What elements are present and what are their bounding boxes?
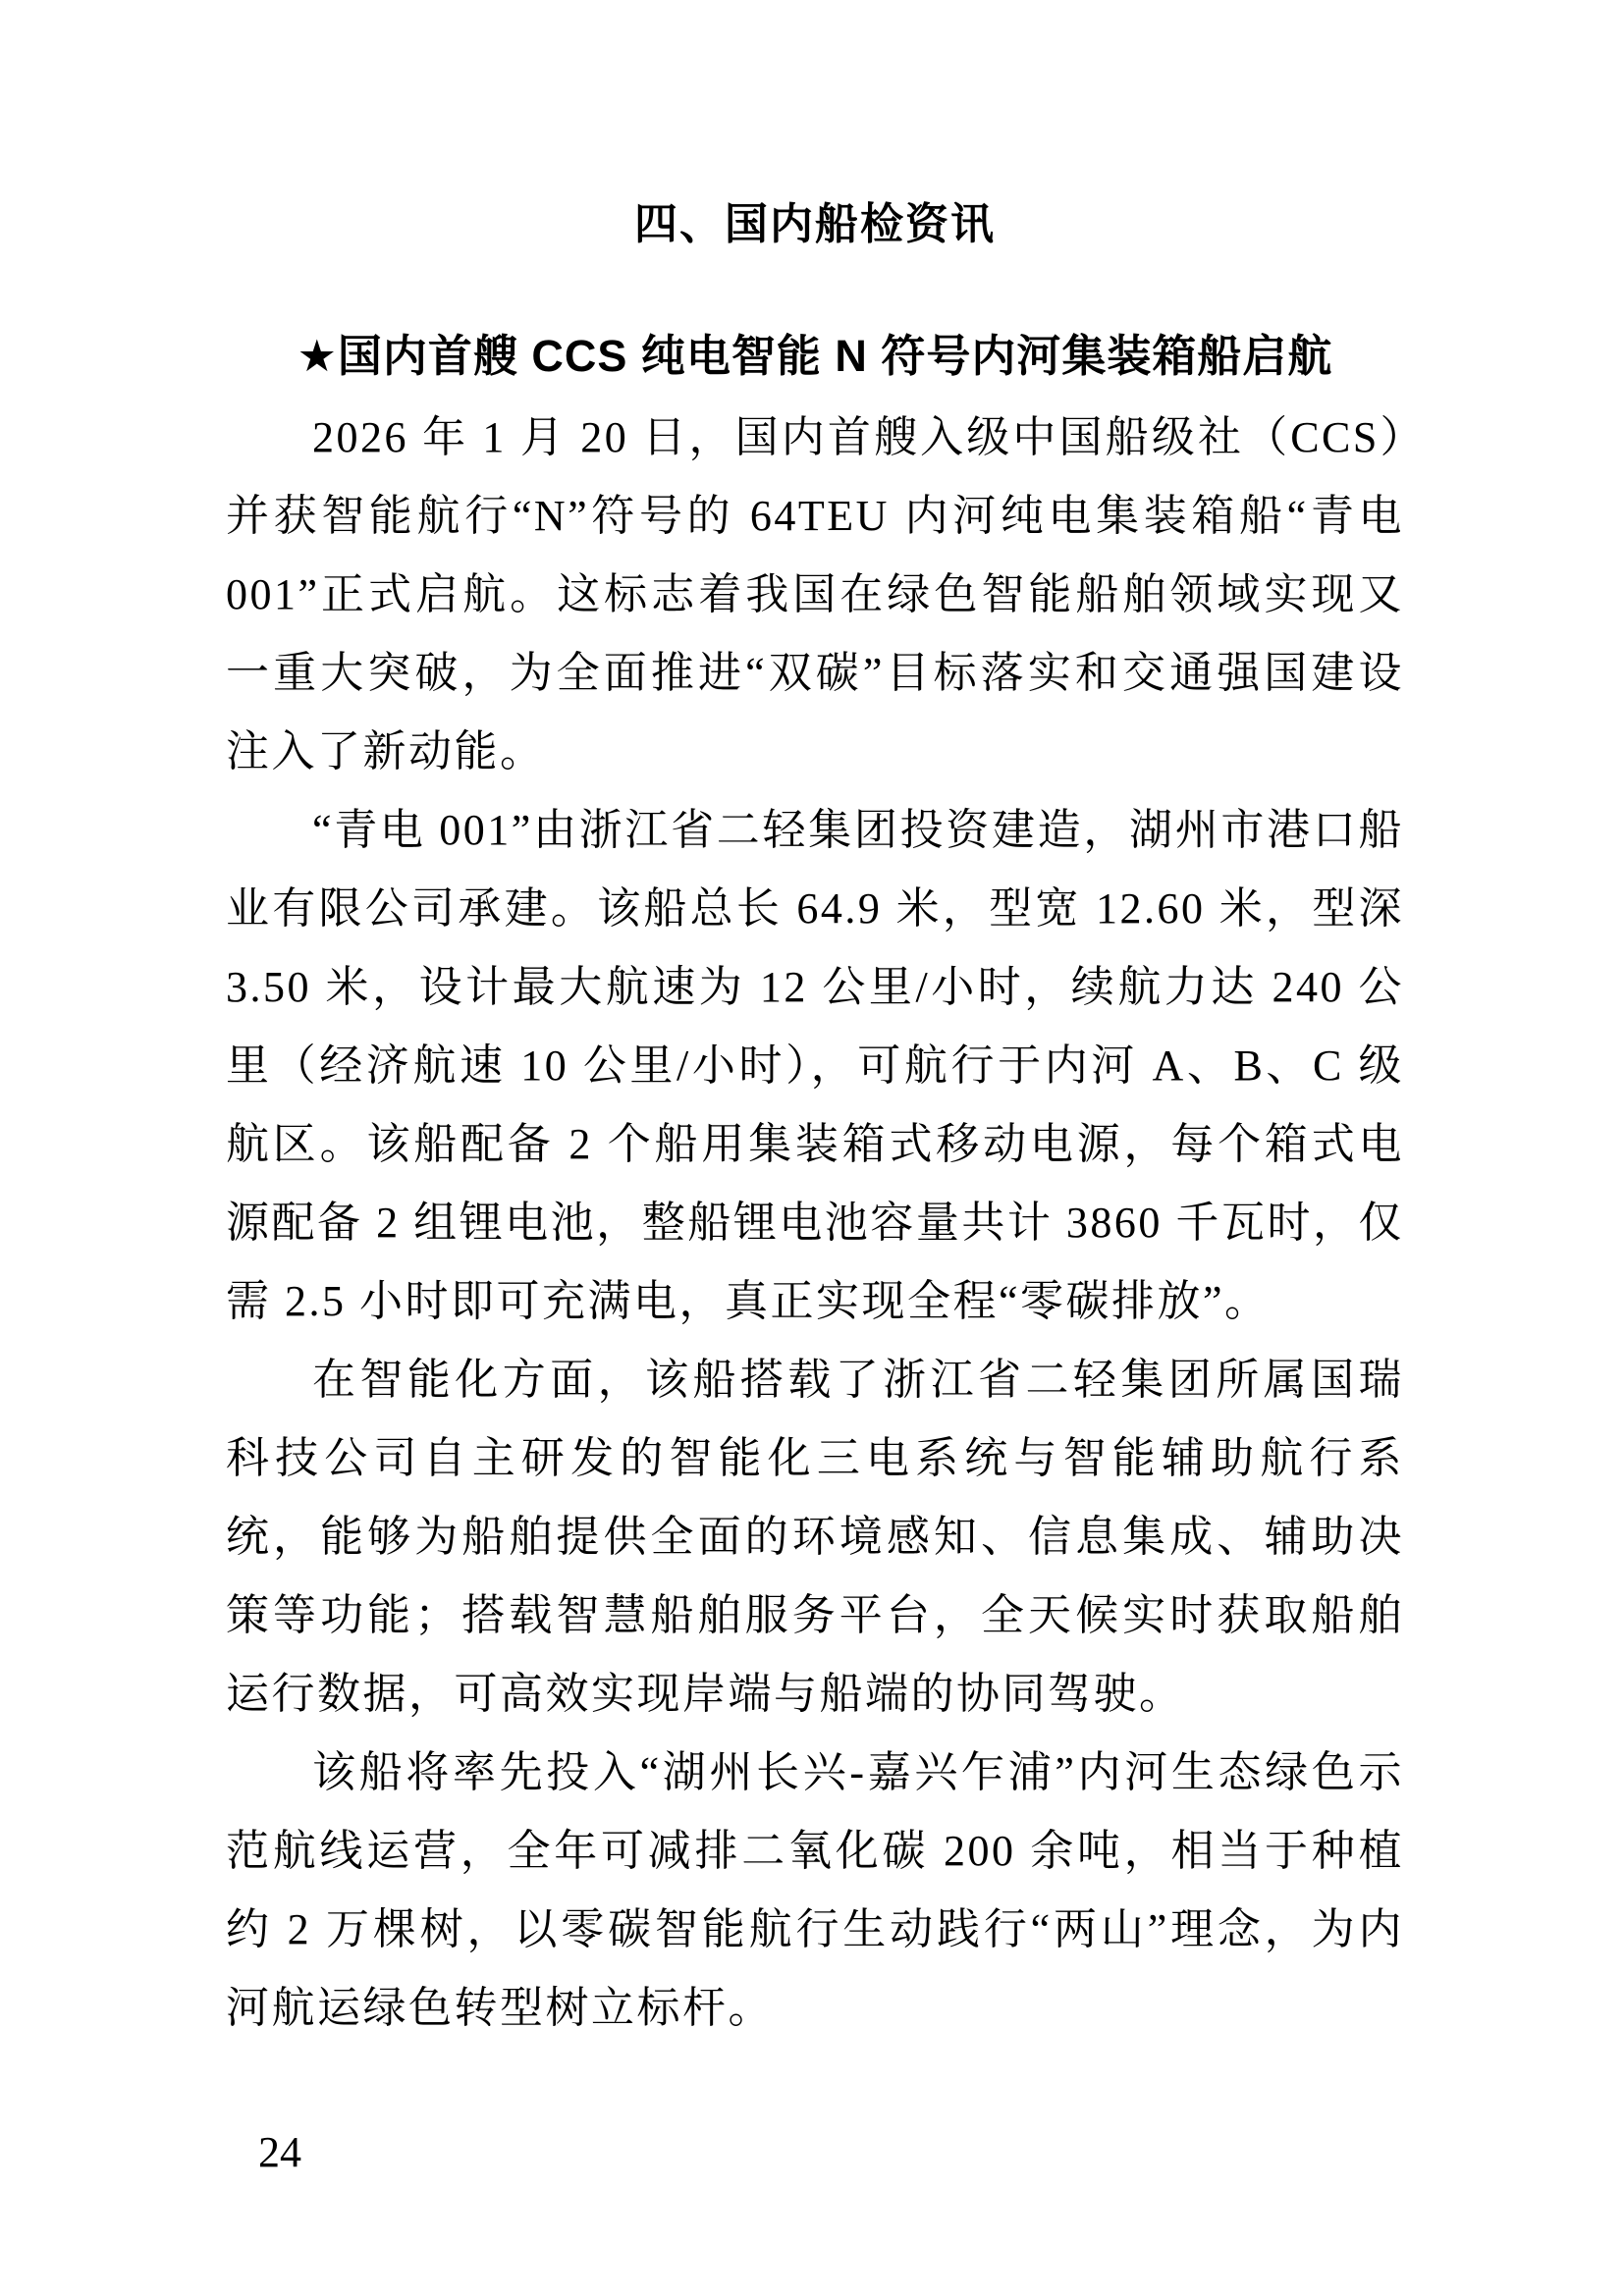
article-paragraph: “青电 001”由浙江省二轻集团投资建造，湖州市港口船业有限公司承建。该船总长 64.9 米，型宽 12.60 米，型深 3.50 米，设计最大航速为 12 公里/小时，续航力达 240 公里（经济航速 10 公里/小时），可航行于内河 A、B、C 级航区。该船配备 2 个船用集装箱式移动电源，每个箱式电源配备 2 组锂电池，整船锂电池容量共计 3860 千瓦时，仅需 2.5 小时即可充满电，真正实现全程“零碳排放”。 [226,806,1404,1325]
page-content [226,0,1404,2048]
article-paragraph: 2026 年 1 月 20 日，国内首艘入级中国船级社（CCS）并获智能航行“N”符号的 64TEU 内河纯电集装箱船“青电 001”正式启航。这标志着我国在绿色智能船舶领域实现又一重大突破，为全面推进“双碳”目标落实和交通强国建设注入了新动能。 [226,413,1404,775]
article-headline: ★国内首艘 CCS 纯电智能 N 符号内河集装箱船启航 [297,331,1333,381]
page-number: 24 [258,2128,301,2176]
article-paragraph: 该船将率先投入“湖州长兴-嘉兴乍浦”内河生态绿色示范航线运营，全年可减排二氧化碳 200 余吨，相当于种植约 2 万棵树，以零碳智能航行生动践行“两山”理念，为内河航运绿色转型树立标杆。 [226,1748,1404,2032]
article-paragraph: 在智能化方面，该船搭载了浙江省二轻集团所属国瑞科技公司自主研发的智能化三电系统与智能辅助航行系统，能够为船舶提供全面的环境感知、信息集成、辅助决策等功能；搭载智慧船舶服务平台，全天候实时获取船舶运行数据，可高效实现岸端与船端的协同驾驶。 [226,1356,1404,1718]
section-title: 四、国内船检资讯 [634,200,996,248]
article-body [226,399,1404,2048]
